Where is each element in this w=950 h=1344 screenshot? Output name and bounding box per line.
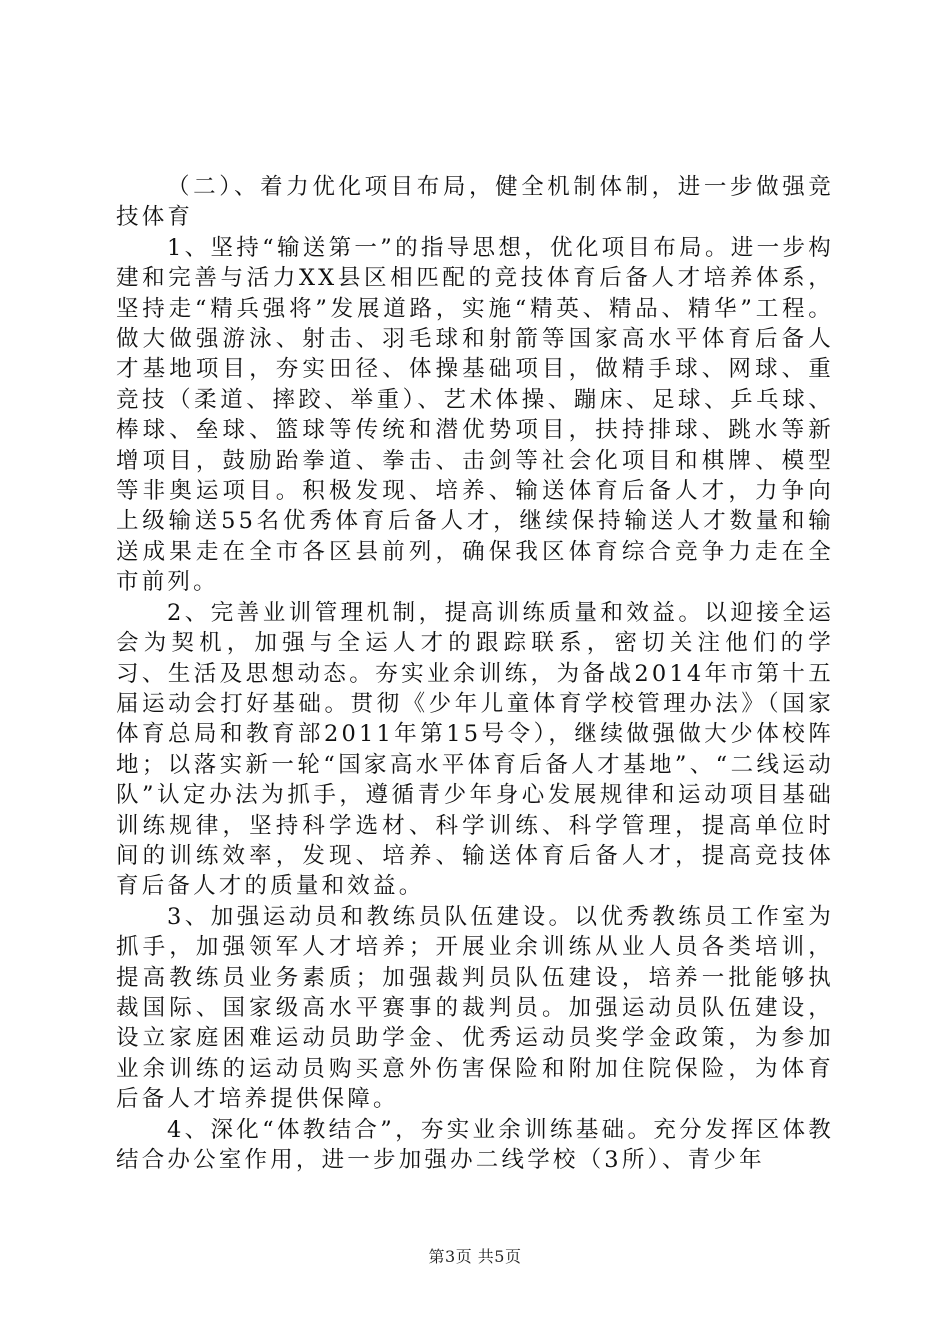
paragraph-2: 2、完善业训管理机制，提高训练质量和效益。以迎接全运会为契机，加强与全运人才的跟踪联系，密切关注他们的学习、生活及思想动态。夯实业余训练，为备战2014年市第十五届运动会打好基础。贯彻《少年儿童体育学校管理办法》（国家体育总局和教育部2011年第15号令），继续做强做大少体校阵地；以落实新一轮“国家高水平体育后备人才基地”、“二线运动队”认定办法为抓手，遵循青少年身心发展规律和运动项目基础训练规律，坚持科学选材、科学训练、科学管理，提高单位时间的训练效率，发现、培养、输送体育后备人才，提高竞技体育后备人才的质量和效益。 bbox=[116, 599, 834, 900]
paragraph-4: 4、深化“体教结合”，夯实业余训练基础。充分发挥区体教结合办公室作用，进一步加强办二线学校（3所）、青少年 bbox=[116, 1116, 834, 1173]
paragraph-1: 1、坚持“输送第一”的指导思想，优化项目布局。进一步构建和完善与活力XX县区相匹配的竞技体育后备人才培养体系，坚持走“精兵强将”发展道路，实施“精英、精品、精华”工程。做大做强游泳、射击、羽毛球和射箭等国家高水平体育后备人才基地项目，夯实田径、体操基础项目，做精手球、网球、重竞技（柔道、摔跤、举重）、艺术体操、蹦床、足球、乒乓球、棒球、垒球、篮球等传统和潜优势项目，扶持排球、跳水等新增项目，鼓励跆拳道、拳击、击剑等社会化项目和棋牌、模型等非奥运项目。积极发现、培养、输送体育后备人才，力争向上级输送55名优秀体育后备人才，继续保持输送人才数量和输送成果走在全市各区县前列，确保我区体育综合竞争力走在全市前列。 bbox=[116, 234, 834, 596]
paragraph-3: 3、加强运动员和教练员队伍建设。以优秀教练员工作室为抓手，加强领军人才培养；开展业余训练从业人员各类培训，提高教练员业务素质；加强裁判员队伍建设，培养一批能够执裁国际、国家级高水平赛事的裁判员。加强运动员队伍建设，设立家庭困难运动员助学金、优秀运动员奖学金政策，为参加业余训练的运动员购买意外伤害保险和附加住院保险，为体育后备人才培养提供保障。 bbox=[116, 903, 834, 1113]
page-footer: 第3页 共5页 bbox=[428, 1247, 522, 1266]
section-heading-paragraph: （二）、着力优化项目布局，健全机制体制，进一步做强竞技体育 bbox=[116, 174, 834, 231]
document-body bbox=[116, 172, 834, 1175]
